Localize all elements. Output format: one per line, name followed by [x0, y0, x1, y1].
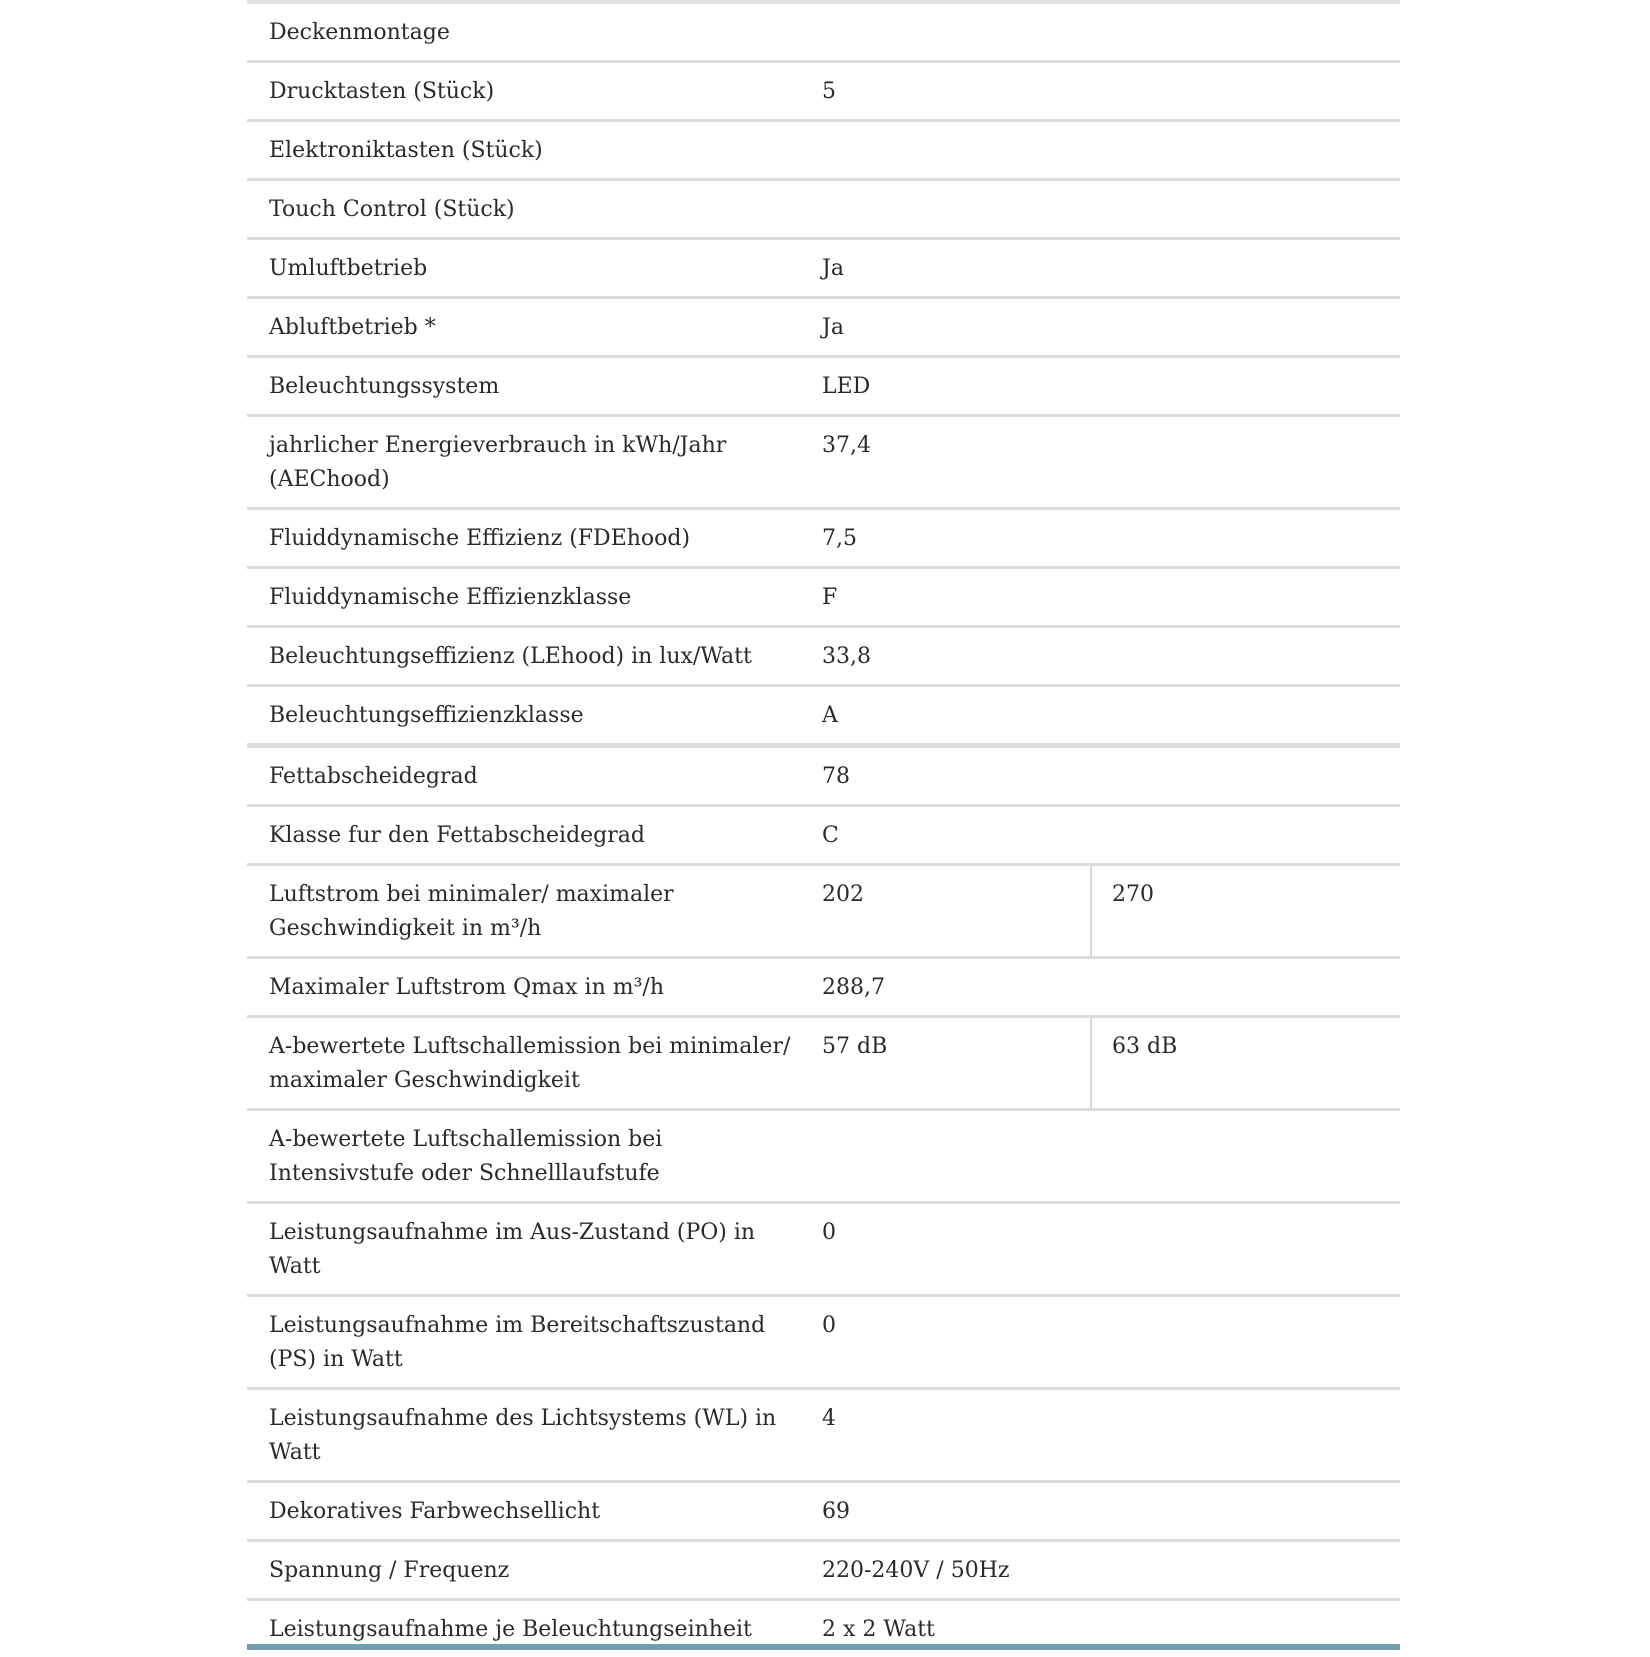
table-row — [247, 299, 1400, 358]
row-value — [800, 122, 1400, 178]
row-value: A — [822, 703, 838, 728]
row-value: 220-240V / 50Hz — [822, 1558, 1010, 1583]
row-label: Leistungsaufnahme im Bereitschaftszustand (PS) in Watt — [269, 1313, 766, 1372]
row-value: 69 — [822, 1499, 850, 1524]
row-label: Luftstrom bei minimaler/ maximaler Geschwindigkeit in m³/h — [269, 882, 674, 941]
table-row — [247, 63, 1400, 122]
table-row — [247, 122, 1400, 181]
row-value: 4 — [822, 1406, 836, 1431]
row-value: 0 — [822, 1313, 836, 1338]
row-label: Leistungsaufnahme des Lichtsystems (WL) in Watt — [269, 1406, 777, 1465]
row-value: 33,8 — [822, 644, 871, 669]
table-row — [247, 569, 1400, 628]
row-label: Dekoratives Farbwechsellicht — [269, 1499, 601, 1524]
row-value-max: 63 dB — [1112, 1034, 1178, 1059]
table-row — [247, 1111, 1400, 1204]
row-value: 78 — [822, 764, 850, 789]
row-label: Deckenmontage — [269, 20, 450, 45]
row-label: Abluftbetrieb * — [269, 315, 436, 340]
table-row — [247, 181, 1400, 240]
row-label: Klasse fur den Fettabscheidegrad — [269, 823, 645, 848]
table-row — [247, 807, 1400, 866]
row-value: Ja — [822, 256, 844, 281]
row-label: Elektroniktasten (Stück) — [269, 138, 543, 163]
table-row — [247, 748, 1400, 807]
row-value: 37,4 — [822, 433, 871, 458]
row-label: Fettabscheidegrad — [269, 764, 478, 789]
row-label: Beleuchtungseffizienzklasse — [269, 703, 584, 728]
table-row — [247, 1483, 1400, 1542]
row-value: 5 — [822, 79, 836, 104]
row-label: Touch Control (Stück) — [269, 197, 515, 222]
table-bottom-accent-bar — [247, 1644, 1400, 1650]
table-row — [247, 1018, 1400, 1111]
row-value-min: 57 dB — [800, 1018, 1092, 1108]
row-label: Maximaler Luftstrom Qmax in m³/h — [269, 975, 665, 1000]
table-row — [247, 687, 1400, 748]
row-label: Fluiddynamische Effizienz (FDEhood) — [269, 526, 691, 551]
row-value: C — [822, 823, 839, 848]
table-row — [247, 240, 1400, 299]
table-row — [247, 628, 1400, 687]
row-value: 288,7 — [822, 975, 885, 1000]
row-value — [800, 1111, 1400, 1201]
table-row — [247, 1542, 1400, 1601]
row-value: 0 — [822, 1220, 836, 1245]
table-row — [247, 866, 1400, 959]
table-row — [247, 358, 1400, 417]
table-row — [247, 417, 1400, 510]
row-label: jahrlicher Energieverbrauch in kWh/Jahr (AEChood) — [269, 433, 727, 492]
row-label: Leistungsaufnahme je Beleuchtungseinheit — [269, 1617, 752, 1642]
table-row — [247, 1390, 1400, 1483]
table-row — [247, 510, 1400, 569]
table-row — [247, 1204, 1400, 1297]
row-value: LED — [822, 374, 871, 399]
row-label: A-bewertete Luftschallemission bei minimaler/ maximaler Geschwindigkeit — [269, 1034, 791, 1093]
table-row — [247, 4, 1400, 63]
row-value: Ja — [822, 315, 844, 340]
row-value: F — [822, 585, 838, 610]
spec-table — [247, 0, 1400, 1657]
row-label: Spannung / Frequenz — [269, 1558, 510, 1583]
row-value: 2 x 2 Watt — [822, 1617, 935, 1642]
row-label: Beleuchtungssystem — [269, 374, 500, 399]
row-value — [800, 181, 1400, 237]
row-value: 7,5 — [822, 526, 857, 551]
table-row — [247, 1297, 1400, 1390]
row-label: Umluftbetrieb — [269, 256, 428, 281]
row-label: Fluiddynamische Effizienzklasse — [269, 585, 632, 610]
row-label: A-bewertete Luftschallemission bei Intensivstufe oder Schnelllaufstufe — [269, 1127, 663, 1186]
row-value-min: 202 — [800, 866, 1092, 956]
row-label: Beleuchtungseffizienz (LEhood) in lux/Watt — [269, 644, 752, 669]
row-value — [800, 4, 1400, 60]
row-value-max: 270 — [1112, 882, 1154, 907]
table-row — [247, 959, 1400, 1018]
row-label: Leistungsaufnahme im Aus-Zustand (PO) in Watt — [269, 1220, 756, 1279]
row-label: Drucktasten (Stück) — [269, 79, 495, 104]
